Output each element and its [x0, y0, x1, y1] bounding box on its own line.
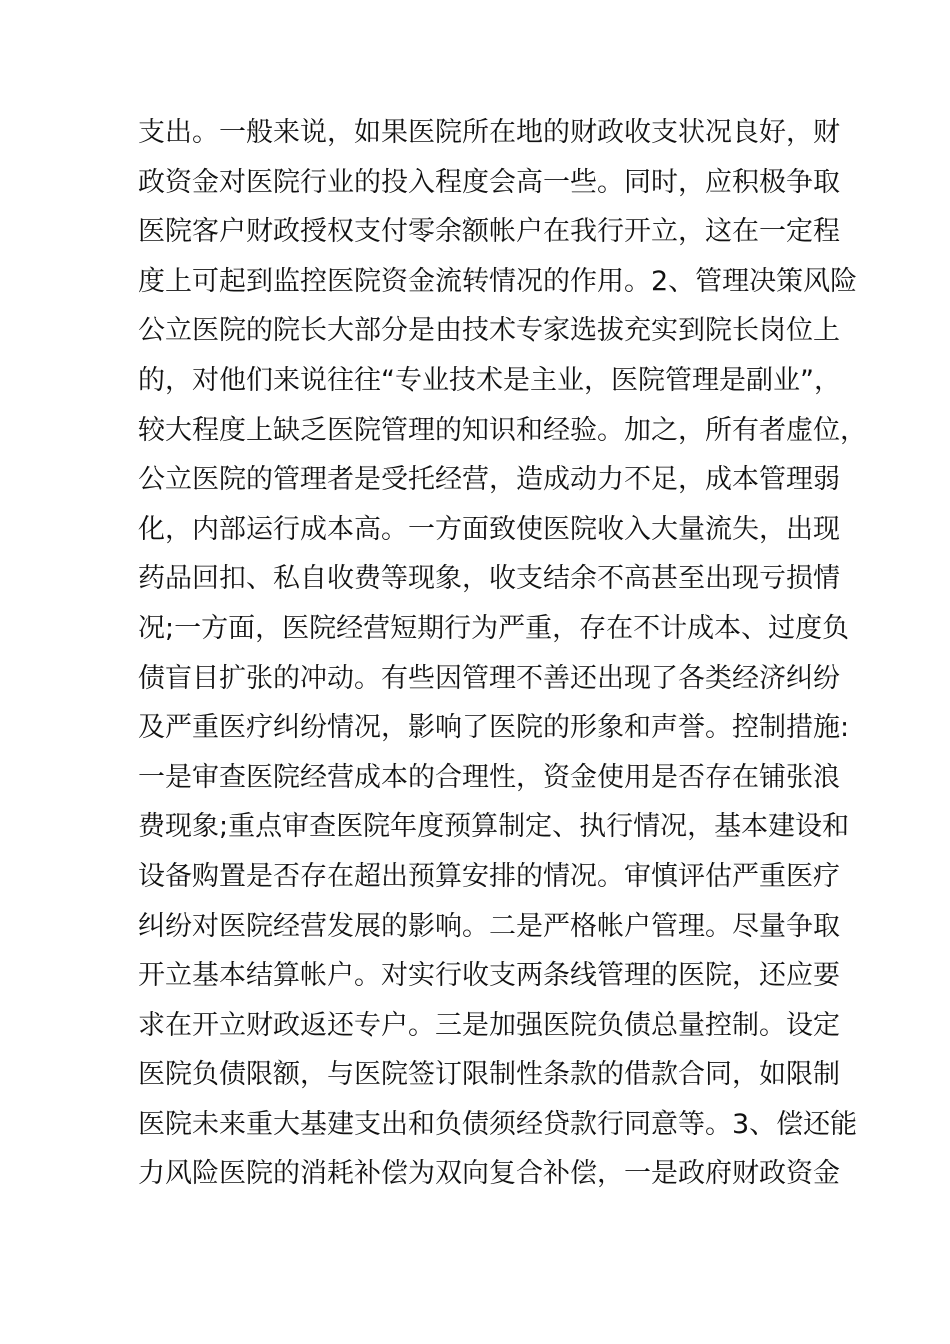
text-line: 一是审查医院经营成本的合理性，资金使用是否存在铺张浪 — [138, 761, 840, 793]
text-line: 纠纷对医院经营发展的影响。二是严格帐户管理。尽量争取 — [138, 910, 840, 942]
text-line: 及严重医疗纠纷情况，影响了医院的形象和声誉。控制措施: — [138, 712, 850, 744]
text-line: 求在开立财政返还专户。三是加强医院负债总量控制。设定 — [138, 1009, 840, 1041]
text-line: 医院负债限额，与医院签订限制性条款的借款合同，如限制 — [138, 1059, 840, 1091]
text-line: 化，内部运行成本高。一方面致使医院收入大量流失，出现 — [138, 513, 840, 545]
text-line: 医院未来重大基建支出和负债须经贷款行同意等。3、偿还能 — [138, 1108, 858, 1140]
text-line: 较大程度上缺乏医院管理的知识和经验。加之，所有者虚位， — [138, 414, 867, 446]
text-line: 药品回扣、私自收费等现象，收支结余不高甚至出现亏损情 — [138, 563, 840, 595]
text-line: 医院客户财政授权支付零余额帐户在我行开立，这在一定程 — [138, 216, 840, 248]
text-line: 费现象;重点审查医院年度预算制定、执行情况，基本建设和 — [138, 811, 850, 843]
text-line: 支出。一般来说，如果医院所在地的财政收支状况良好，财 — [138, 117, 840, 148]
text-line: 公立医院的院长大部分是由技术专家选拔充实到院长岗位上 — [138, 315, 840, 347]
text-line: 债盲目扩张的冲动。有些因管理不善还出现了各类经济纠纷 — [138, 662, 840, 694]
body-text — [138, 108, 867, 1199]
text-line: 度上可起到监控医院资金流转情况的作用。2、管理决策风险 — [138, 265, 858, 297]
text-line: 设备购置是否存在超出预算安排的情况。审慎评估严重医疗 — [138, 860, 840, 892]
text-line: 政资金对医院行业的投入程度会高一些。同时，应积极争取 — [138, 166, 840, 198]
text-line: 公立医院的管理者是受托经营，造成动力不足，成本管理弱 — [138, 464, 840, 496]
text-line: 的，对他们来说往往“专业技术是主业，医院管理是副业”， — [138, 364, 841, 396]
text-line: 况;一方面，医院经营短期行为严重，存在不计成本、过度负 — [138, 612, 850, 644]
text-line: 开立基本结算帐户。对实行收支两条线管理的医院，还应要 — [138, 960, 840, 992]
text-line: 力风险医院的消耗补偿为双向复合补偿，一是政府财政资金 — [138, 1158, 840, 1190]
